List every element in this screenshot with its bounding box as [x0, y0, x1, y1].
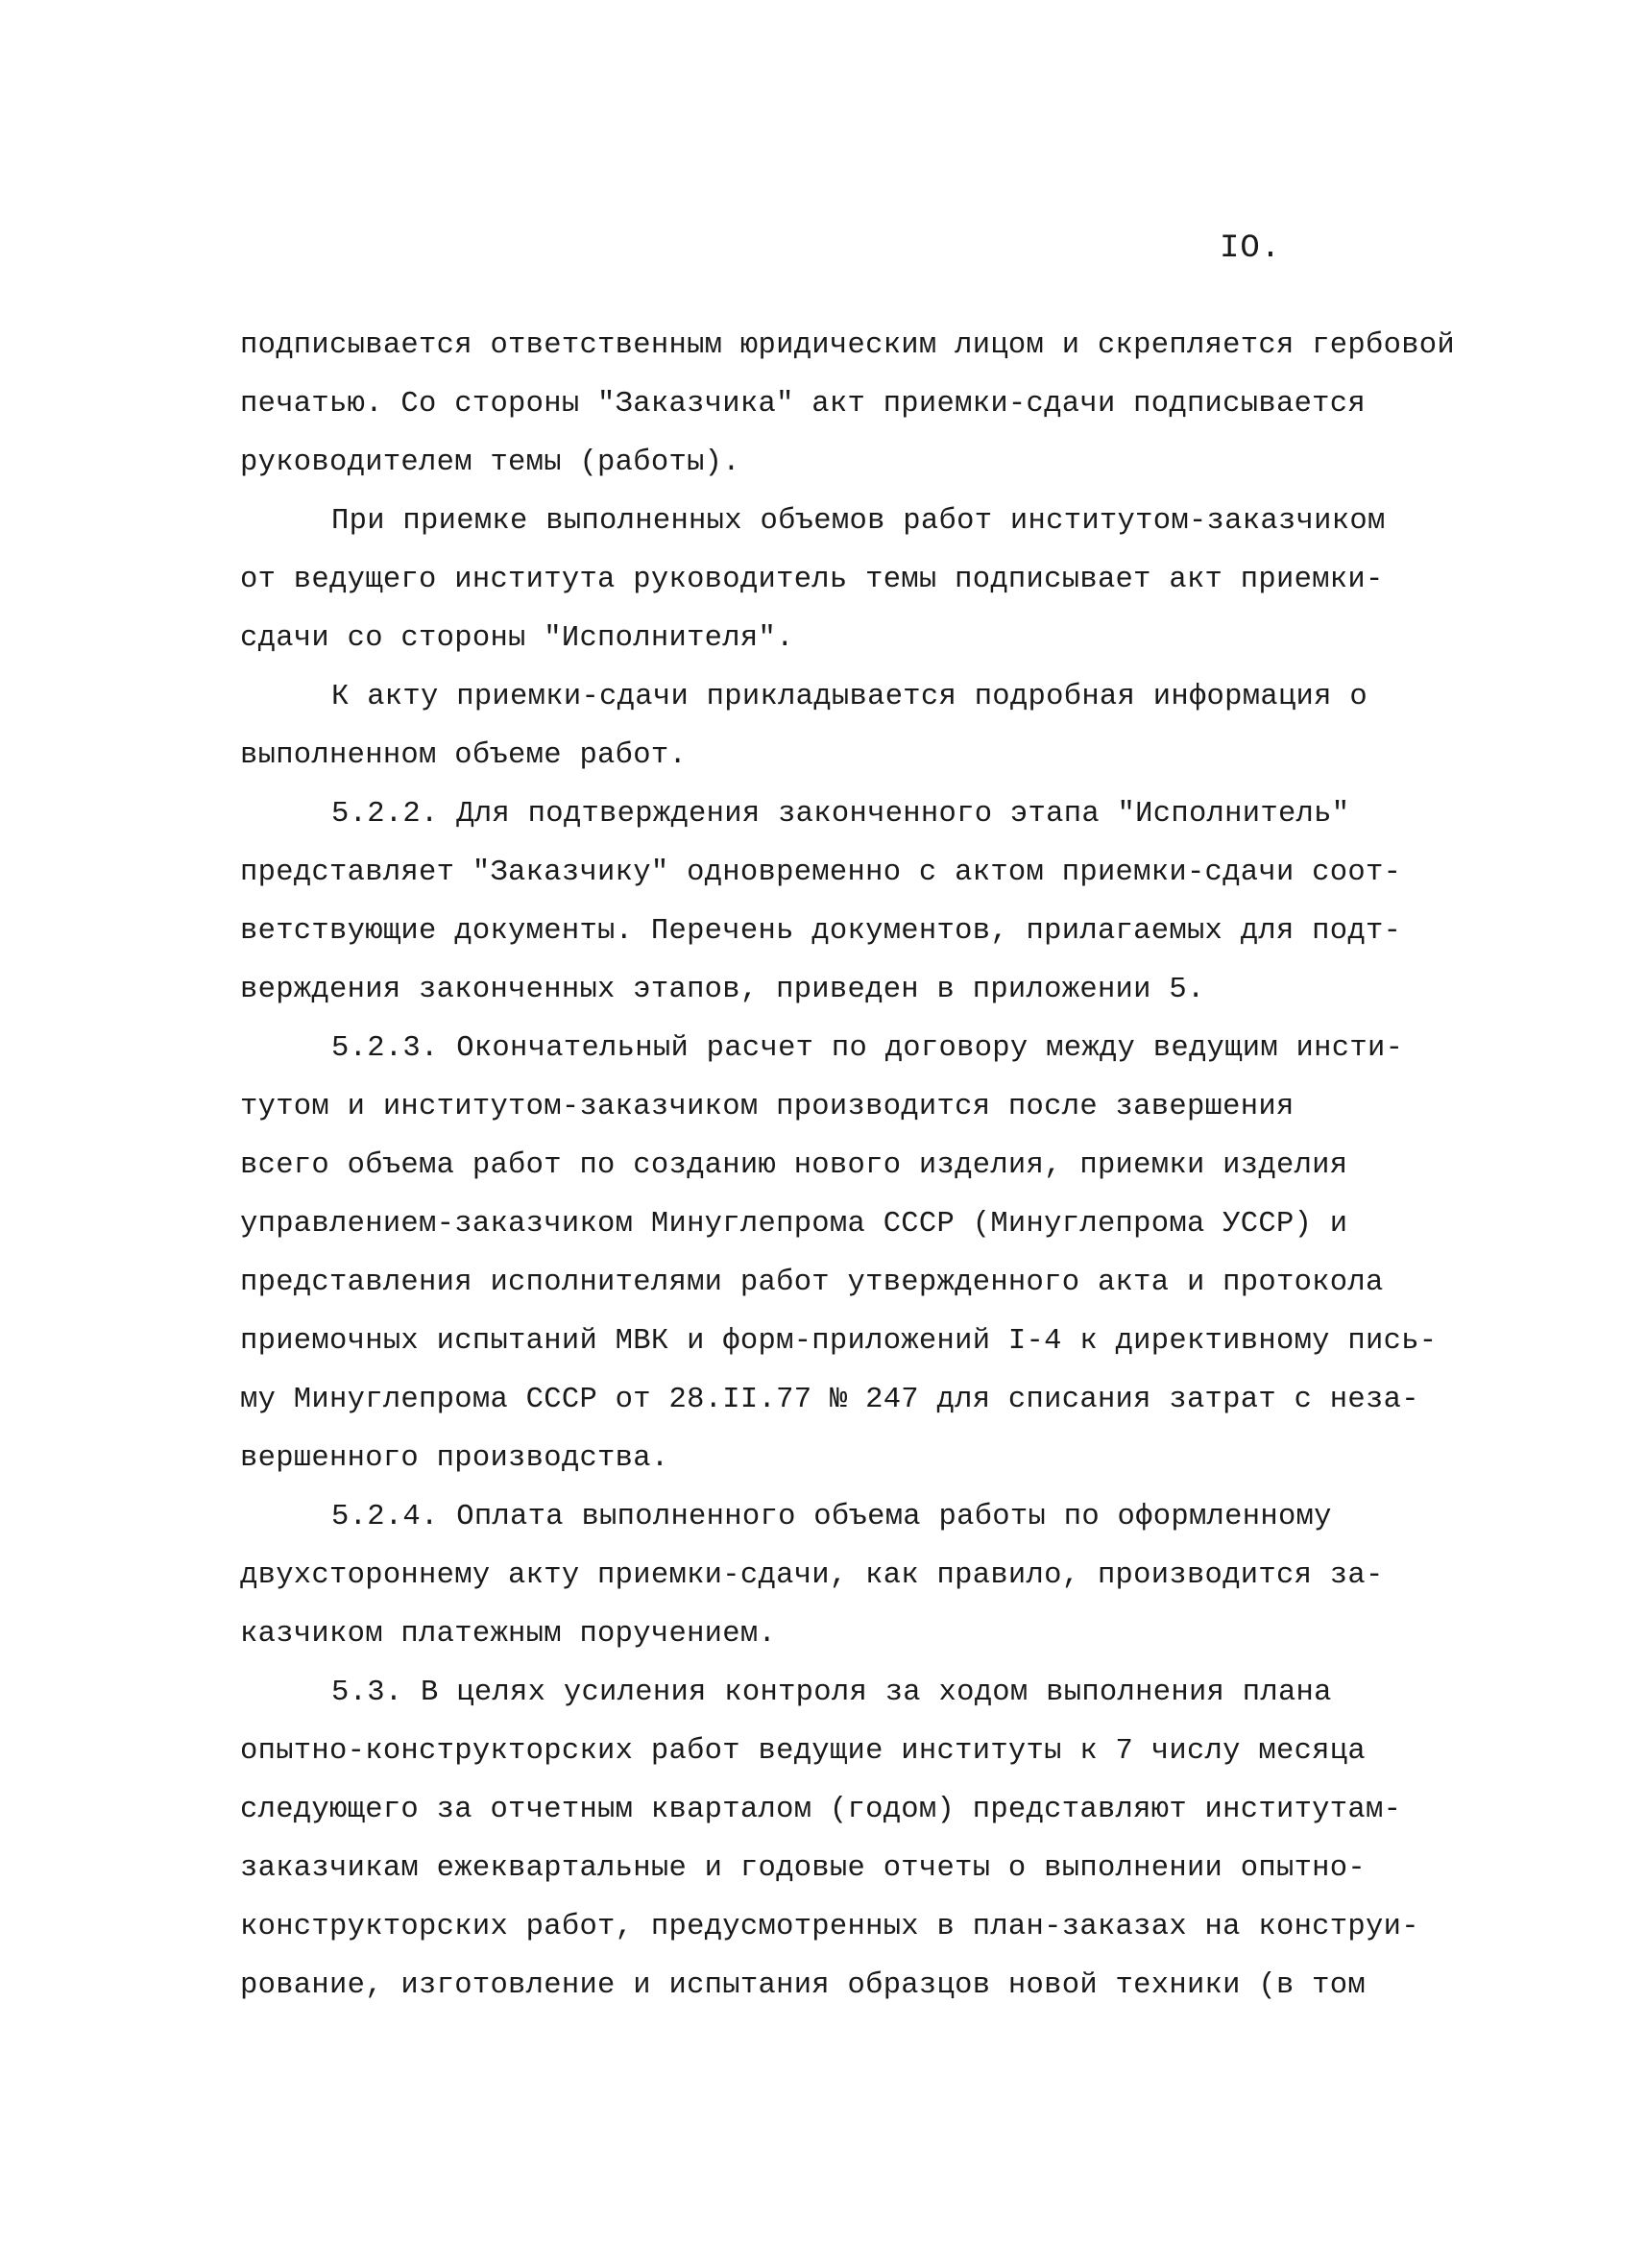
- text-line: выполненном объеме работ.: [240, 739, 688, 772]
- text-line: двухстороннему акту приемки-сдачи, как правило, производится за-: [240, 1559, 1384, 1592]
- text-line: 5.2.3. Окончательный расчет по договору между ведущим инсти-: [331, 1032, 1404, 1065]
- text-line: 5.2.2. Для подтверждения законченного этапа "Исполнитель": [331, 798, 1350, 831]
- text-line: конструкторских работ, предусмотренных в план-заказах на конструи-: [240, 1911, 1419, 1943]
- text-line: приемочных испытаний МВК и форм-приложений I-4 к директивному пись-: [240, 1325, 1438, 1358]
- text-line: рование, изготовление и испытания образцов новой техники (в том: [240, 1969, 1366, 2002]
- document-body: [240, 317, 1456, 2015]
- text-line: управлением-заказчиком Минуглепрома СССР (Минуглепрома УССР) и: [240, 1208, 1348, 1241]
- text-line: казчиком платежным поручением.: [240, 1618, 777, 1651]
- text-line: сдачи со стороны "Исполнителя".: [240, 622, 794, 655]
- text-line: всего объема работ по созданию нового изделия, приемки изделия: [240, 1149, 1348, 1182]
- text-line: верждения законченных этапов, приведен в приложении 5.: [240, 974, 1205, 1006]
- text-line: вершенного производства.: [240, 1442, 669, 1475]
- text-line: от ведущего института руководитель темы подписывает акт приемки-: [240, 564, 1384, 596]
- text-line: следующего за отчетным кварталом (годом) представляют институтам-: [240, 1794, 1402, 1826]
- text-line: При приемке выполненных объемов работ институтом-заказчиком: [331, 505, 1386, 538]
- text-line: печатью. Со стороны "Заказчика" акт приемки-сдачи подписывается: [240, 388, 1366, 421]
- text-line: 5.3. В целях усиления контроля за ходом выполнения плана: [331, 1677, 1332, 1709]
- text-line: руководителем темы (работы).: [240, 446, 740, 479]
- text-line: К акту приемки-сдачи прикладывается подробная информация о: [331, 681, 1368, 713]
- page-number: IO.: [1220, 230, 1282, 267]
- text-line: представляет "Заказчику" одновременно с актом приемки-сдачи соот-: [240, 857, 1402, 889]
- text-line: 5.2.4. Оплата выполненного объема работы по оформленному: [331, 1501, 1332, 1533]
- text-line: ветствующие документы. Перечень документов, прилагаемых для подт-: [240, 915, 1402, 948]
- text-line: му Минуглепрома СССР от 28.II.77 № 247 для списания затрат с неза-: [240, 1384, 1419, 1416]
- text-line: подписывается ответственным юридическим лицом и скрепляется гербовой: [240, 329, 1456, 362]
- text-line: заказчикам ежеквартальные и годовые отчеты о выполнении опытно-: [240, 1852, 1366, 1885]
- text-line: тутом и институтом-заказчиком производится после завершения: [240, 1091, 1295, 1123]
- text-line: представления исполнителями работ утвержденного акта и протокола: [240, 1267, 1384, 1299]
- text-line: опытно-конструкторских работ ведущие институты к 7 числу месяца: [240, 1735, 1366, 1768]
